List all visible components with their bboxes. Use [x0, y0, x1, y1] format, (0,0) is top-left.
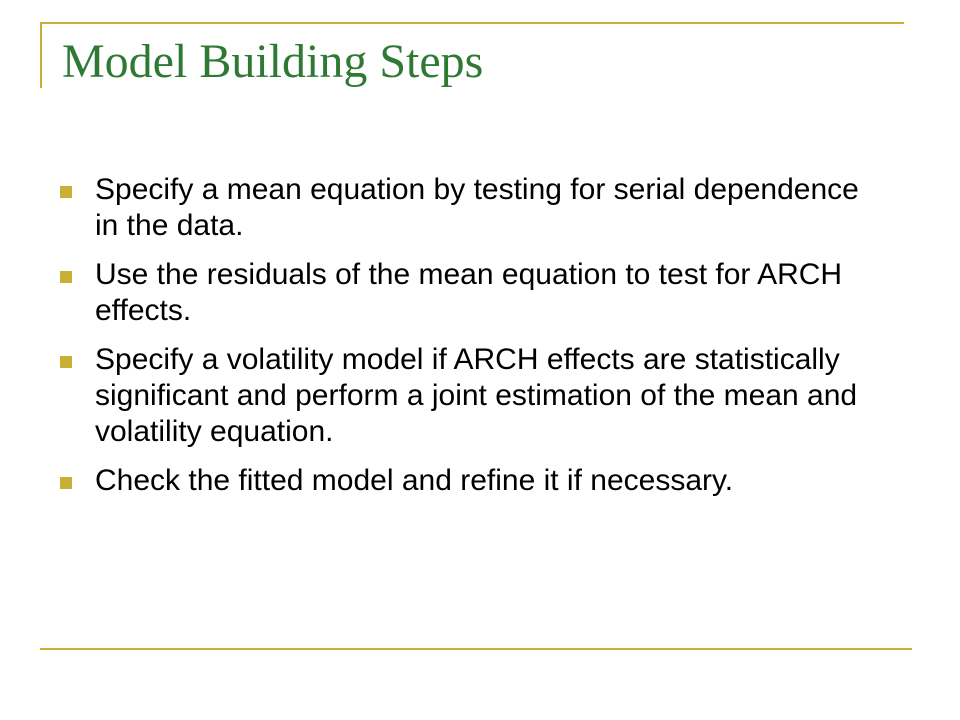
- slide-title: Model Building Steps: [62, 35, 484, 88]
- bullet-item: [60, 463, 880, 499]
- bullet-text: Specify a volatility model if ARCH effects are statistically significant and perform a joint estimation of the mean and volatility equation.: [95, 343, 858, 448]
- frame-left-rule: [40, 22, 42, 88]
- bullet-text: Use the residuals of the mean equation to test for ARCH effects.: [95, 258, 843, 327]
- bullet-item: [60, 257, 880, 329]
- bullet-item: [60, 172, 880, 244]
- bullet-text: Check the fitted model and refine it if necessary.: [95, 464, 734, 497]
- frame-top-rule: [40, 22, 904, 24]
- bullet-item: [60, 342, 880, 450]
- square-bullet-icon: [60, 356, 72, 368]
- square-bullet-icon: [60, 271, 72, 283]
- frame-bottom-rule: [40, 648, 912, 650]
- bullet-list: [60, 172, 880, 512]
- square-bullet-icon: [60, 477, 72, 489]
- bullet-text: Specify a mean equation by testing for serial dependence in the data.: [95, 173, 859, 242]
- square-bullet-icon: [60, 186, 72, 198]
